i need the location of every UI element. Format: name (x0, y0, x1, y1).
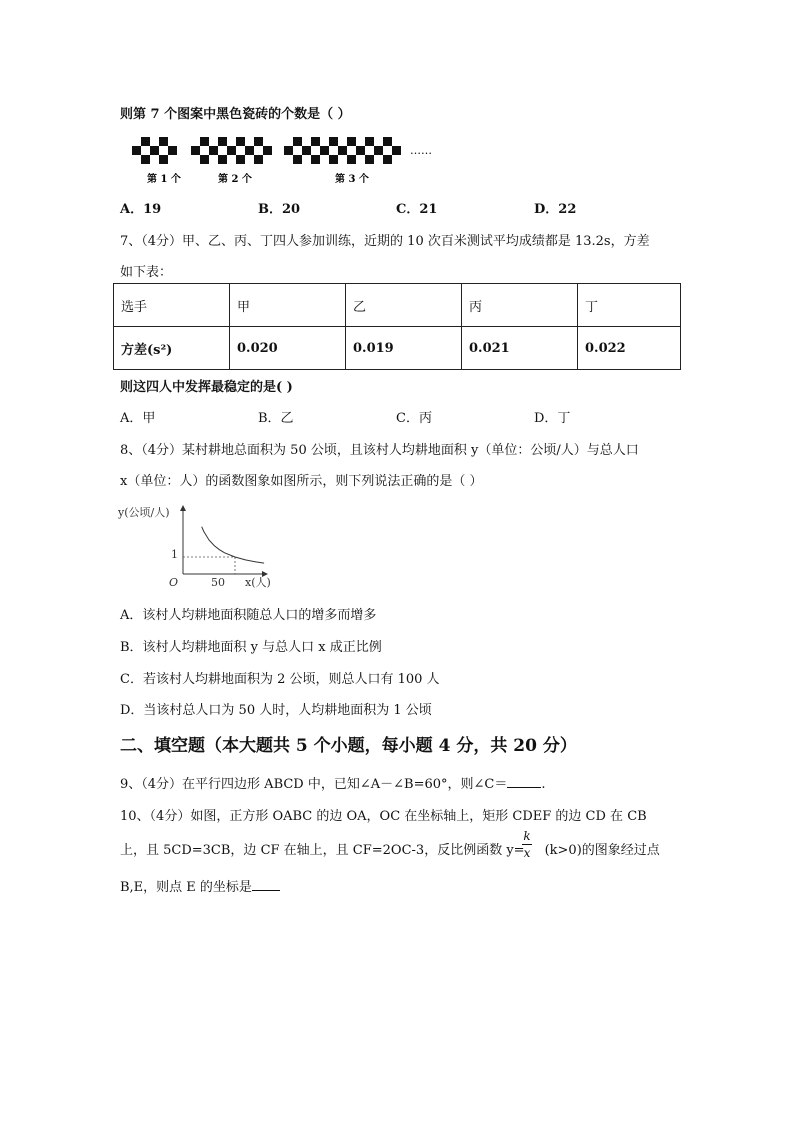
q6-option-d: D．22 (534, 202, 577, 217)
black-tile (245, 146, 254, 155)
black-tile (218, 155, 227, 164)
black-tile (263, 146, 272, 155)
black-tile (374, 146, 383, 155)
table-header-cell: 丙 (462, 284, 578, 327)
black-tile (383, 155, 392, 164)
q7-option-c: C．丙 (396, 411, 432, 426)
q9-end: . (541, 777, 546, 792)
black-tile (338, 146, 347, 155)
black-tile (365, 137, 374, 146)
origin-label: O (169, 576, 179, 589)
q9-answer-blank[interactable] (507, 775, 541, 788)
table-row-variance (114, 327, 681, 370)
q10-line1: 10、（4分）如图，正方形 OABC 的边 OA，OC 在坐标轴上，矩形 CDEF 的边 CD 在 CB (120, 809, 647, 824)
inverse-function-graph (115, 502, 285, 592)
pattern-label-3: 第 3 个 (335, 174, 369, 183)
x-axis-label: x(人) (245, 576, 271, 589)
q10-line2-b: (k>0)的图象经过点 (544, 843, 660, 858)
table-cell: 0.022 (578, 327, 681, 370)
y-axis-label: y(公顷/人) (118, 506, 170, 519)
table-header-cell: 甲 (230, 284, 346, 327)
q6-stem: 则第 7 个图案中黑色瓷砖的个数是（ ） (120, 107, 351, 122)
variance-table (113, 283, 681, 370)
q7-option-b: B．乙 (258, 411, 294, 426)
q9-text (120, 773, 546, 792)
table-row-label: 方差(s²) (114, 327, 230, 370)
black-tile (254, 137, 263, 146)
q7-stem-line1: 7、（4分）甲、乙、丙、丁四人参加训练，近期的 10 次百米测试平均成绩都是 13.2s，方差 (120, 234, 650, 249)
black-tile (141, 137, 150, 146)
q10-line2 (120, 839, 660, 858)
tile-pattern-figure (128, 133, 448, 183)
black-tile (141, 155, 150, 164)
black-tile (311, 155, 320, 164)
q10-line3 (120, 876, 280, 895)
fraction-numerator: k (523, 829, 531, 843)
pattern-label-1: 第 1 个 (147, 174, 181, 183)
q7-stem-line2: 如下表： (120, 265, 173, 280)
q10-line3-text: B,E，则点 E 的坐标是 (120, 880, 252, 895)
y-tick-label: 1 (171, 548, 178, 561)
black-tile (159, 155, 168, 164)
black-tile (200, 137, 209, 146)
black-tile (329, 155, 338, 164)
q7-option-a: A．甲 (120, 411, 156, 426)
black-tile (218, 137, 227, 146)
black-tile (302, 146, 311, 155)
table-row-header (114, 284, 681, 327)
black-tile (200, 155, 209, 164)
pattern-label-2: 第 2 个 (218, 174, 252, 183)
q8-option-a: A．该村人均耕地面积随总人口的增多而增多 (120, 608, 377, 623)
black-tile (191, 146, 200, 155)
q8-stem-line2: x（单位：人）的函数图象如图所示，则下列说法正确的是（ ） (120, 474, 483, 489)
k-over-x-fraction (522, 829, 532, 860)
black-tile (236, 155, 245, 164)
q9-stem: 9、（4分）在平行四边形 ABCD 中，已知∠A－∠B=60°，则∠C＝ (120, 777, 508, 792)
black-tile (347, 137, 356, 146)
q6-option-a: A．19 (120, 202, 162, 217)
black-tile (168, 146, 177, 155)
x-tick-label: 50 (211, 576, 225, 589)
pattern-ellipsis: …… (410, 144, 432, 157)
black-tile (209, 146, 218, 155)
q8-stem-line1: 8、（4分）某村耕地总面积为 50 公顷，且该村人均耕地面积 y（单位：公顷/人）与总人口 (120, 443, 639, 458)
table-header-cell: 选手 (114, 284, 230, 327)
q10-line2-a: 上，且 5CD=3CB，边 CF 在轴上，且 CF=2OC-3，反比例函数 y= (120, 843, 525, 858)
q7-question: 则这四人中发挥最稳定的是( ) (120, 380, 293, 395)
fraction-denominator: x (523, 846, 531, 860)
black-tile (159, 137, 168, 146)
table-header-cell: 乙 (346, 284, 462, 327)
q6-option-c: C．21 (396, 202, 438, 217)
black-tile (150, 146, 159, 155)
q8-option-b: B．该村人均耕地面积 y 与总人口 x 成正比例 (120, 640, 382, 655)
black-tile (320, 146, 329, 155)
q8-option-d: D．当该村总人口为 50 人时，人均耕地面积为 1 公顷 (120, 703, 432, 718)
q7-option-d: D．丁 (534, 411, 571, 426)
black-tile (365, 155, 374, 164)
q10-answer-blank[interactable] (252, 878, 280, 891)
black-tile (293, 137, 302, 146)
black-tile (254, 155, 263, 164)
section-title: 二、填空题（本大题共 5 个小题，每小题 4 分，共 20 分） (120, 736, 577, 756)
q6-option-b: B．20 (258, 202, 301, 217)
black-tile (311, 137, 320, 146)
black-tile (392, 146, 401, 155)
table-cell: 0.019 (346, 327, 462, 370)
black-tile (356, 146, 365, 155)
black-tile (383, 137, 392, 146)
black-tile (347, 155, 356, 164)
q8-option-c: C．若该村人均耕地面积为 2 公顷，则总人口有 100 人 (120, 672, 440, 687)
hyperbola-curve (202, 527, 264, 563)
black-tile (329, 137, 338, 146)
black-tile (227, 146, 236, 155)
black-tile (132, 146, 141, 155)
table-header-cell: 丁 (578, 284, 681, 327)
table-cell: 0.020 (230, 327, 346, 370)
black-tile (236, 137, 245, 146)
black-tile (284, 146, 293, 155)
table-cell: 0.021 (462, 327, 578, 370)
black-tile (293, 155, 302, 164)
